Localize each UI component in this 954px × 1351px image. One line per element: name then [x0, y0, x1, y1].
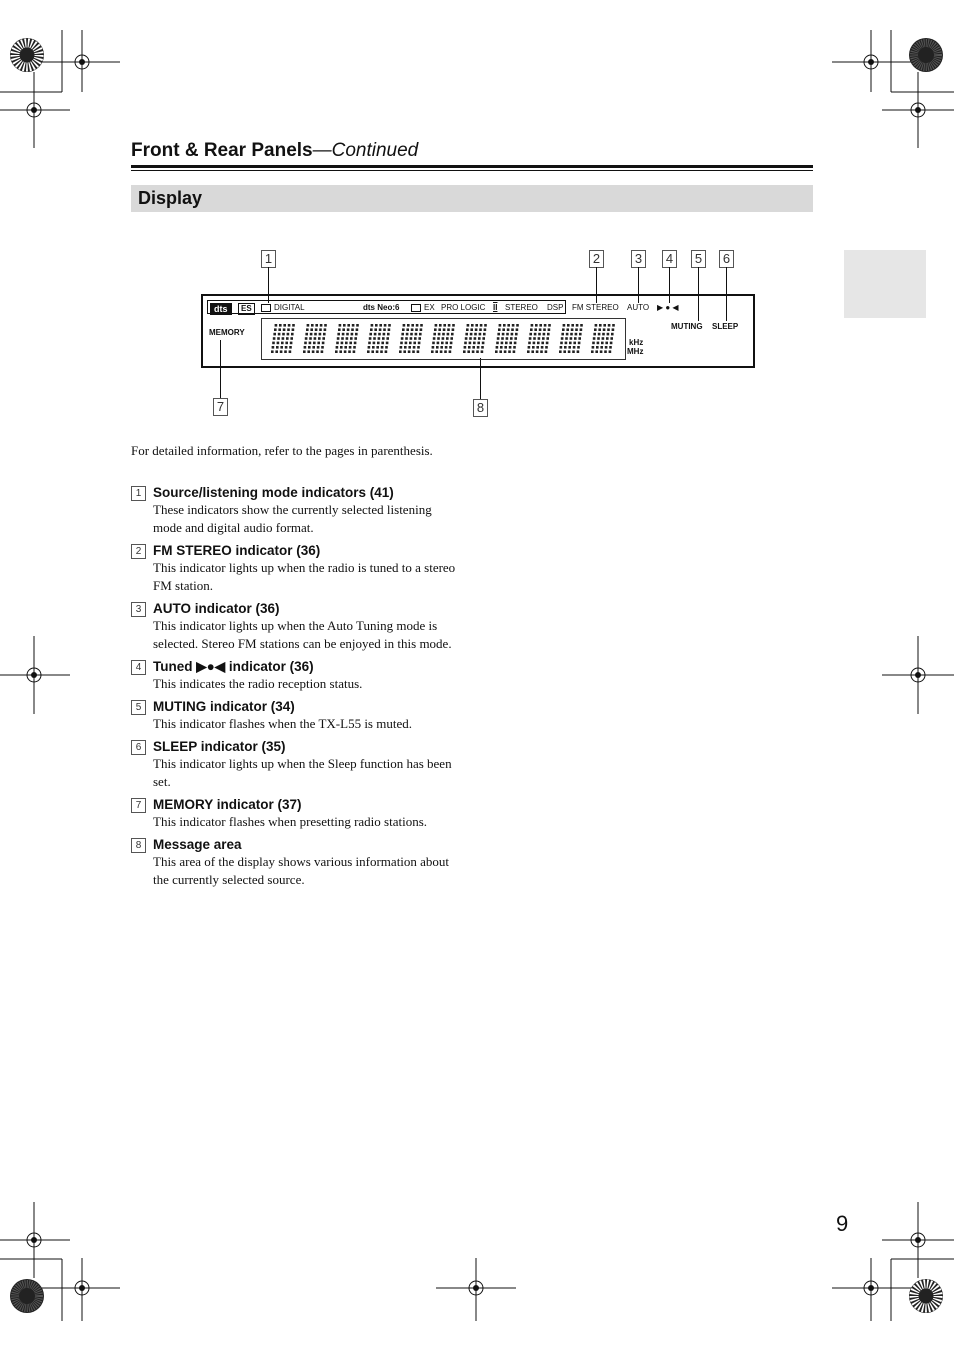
item-number: 8 — [131, 838, 146, 853]
header-title-main: Front & Rear Panels — [131, 140, 313, 161]
character-cell — [271, 324, 295, 353]
item-title: Source/listening mode indicators (41) — [153, 485, 394, 500]
item-description: This indicates the radio reception status. — [153, 676, 363, 691]
character-cell — [367, 324, 391, 353]
dts-logo: dts — [210, 303, 232, 315]
callout-1: 1 — [261, 250, 276, 268]
character-cell — [399, 324, 423, 353]
item-number: 5 — [131, 700, 146, 715]
item-number: 4 — [131, 660, 146, 675]
section-bar — [131, 185, 813, 212]
character-cell — [591, 324, 615, 353]
dsp-label: DSP — [547, 303, 564, 312]
item-title: FM STEREO indicator (36) — [153, 543, 321, 558]
item-title: MEMORY indicator (37) — [153, 797, 302, 812]
list-item — [131, 542, 461, 595]
item-title: Message area — [153, 837, 242, 852]
character-cell — [527, 324, 551, 353]
tuned-indicator-icons: ▶ ● ◀ — [657, 303, 679, 312]
callout-5: 5 — [691, 250, 706, 268]
character-cell — [431, 324, 455, 353]
es-logo: ES — [238, 303, 255, 315]
intro-text: For detailed information, refer to the pages in parenthesis. — [131, 443, 433, 458]
list-item — [131, 658, 461, 693]
character-cell — [495, 324, 519, 353]
item-number: 7 — [131, 798, 146, 813]
item-title: AUTO indicator (36) — [153, 601, 280, 616]
list-item — [131, 836, 461, 889]
character-cell — [303, 324, 327, 353]
character-cell — [463, 324, 487, 353]
page-number: 9 — [836, 1211, 849, 1236]
ex-label: EX — [424, 303, 435, 312]
side-tab — [844, 250, 926, 318]
callout-6: 6 — [719, 250, 734, 268]
item-description: This indicator flashes when presetting radio stations. — [153, 814, 428, 829]
auto-label: AUTO — [627, 303, 650, 312]
list-item — [131, 698, 461, 733]
item-description: This indicator lights up when the radio is tuned to a stereo FM station. — [153, 560, 456, 593]
item-number: 3 — [131, 602, 146, 617]
item-number: 1 — [131, 486, 146, 501]
header-title — [131, 138, 813, 164]
item-title: Tuned ▶●◀ indicator (36) — [153, 659, 314, 674]
memory-label: MEMORY — [209, 328, 245, 337]
section-title: Display — [138, 188, 203, 208]
item-description: This indicator lights up when the Auto Tuning mode is selected. Stereo FM stations can be enjoyed in this mode. — [153, 618, 452, 651]
list-item — [131, 796, 461, 831]
page-header — [131, 138, 813, 171]
item-title: SLEEP indicator (35) — [153, 739, 286, 754]
callout-8: 8 — [473, 399, 488, 417]
item-title: MUTING indicator (34) — [153, 699, 295, 714]
callout-4: 4 — [662, 250, 677, 268]
item-number: 6 — [131, 740, 146, 755]
stereo-label: STEREO — [505, 303, 538, 312]
list-item — [131, 600, 461, 653]
indicator-list — [131, 484, 461, 894]
callout-2: 2 — [589, 250, 604, 268]
sleep-label: SLEEP — [712, 322, 739, 331]
khz-label: kHz — [629, 338, 644, 347]
item-number: 2 — [131, 544, 146, 559]
mhz-label: MHz — [627, 347, 644, 356]
callout-3: 3 — [631, 250, 646, 268]
list-item — [131, 484, 461, 537]
item-description: This indicator flashes when the TX-L55 is muted. — [153, 716, 412, 731]
fm-stereo-label: FM STEREO — [572, 303, 619, 312]
header-rule-thick — [131, 165, 813, 168]
header-title-continued: —Continued — [312, 140, 419, 161]
character-cell — [559, 324, 583, 353]
dot-matrix-characters — [269, 322, 621, 356]
item-description: These indicators show the currently selected listening mode and digital audio format. — [153, 502, 432, 535]
digital-label: DIGITAL — [274, 303, 305, 312]
callout-7: 7 — [213, 398, 228, 416]
character-cell — [335, 324, 359, 353]
source-mode-frame — [207, 300, 566, 314]
item-description: This indicator lights up when the Sleep function has been set. — [153, 756, 452, 789]
dts-neo-label: dts Neo:6 — [363, 303, 400, 312]
item-description: This area of the display shows various information about the currently selected source. — [153, 854, 450, 887]
header-rule-thin — [131, 170, 813, 171]
pro-logic-ii-label: II — [493, 303, 498, 312]
list-item — [131, 738, 461, 791]
pro-logic-label: PRO LOGIC — [441, 303, 486, 312]
muting-label: MUTING — [671, 322, 703, 331]
